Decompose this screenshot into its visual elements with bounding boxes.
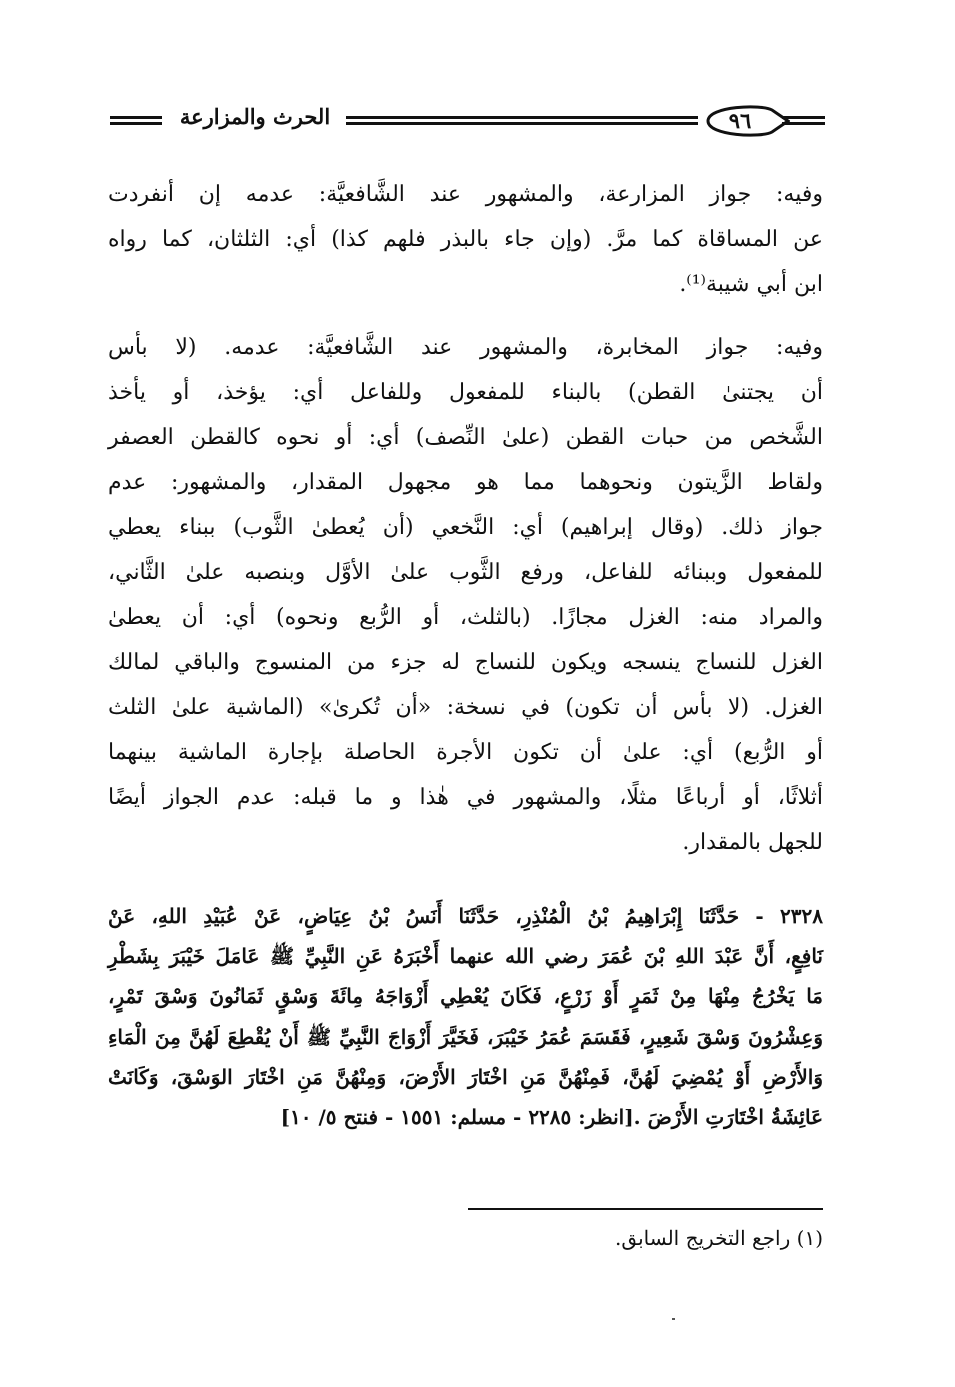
hadith-line: مَا يَخْرُجُ مِنْهَا مِنْ ثَمَرٍ أَوْ زَرْعٍ، فَكَانَ يُعْطِي أَزْوَاجَهُ مِائَةَ وَسْقٍ ثَمَانُونَ وَسْقَ تَمْرٍ، [108,984,823,1009]
text-line: أو الرُّبع) أي: علىٰ أن تكون الأجرة الحاصلة بإجارة الماشية بينهما [108,740,823,765]
text-line: جواز ذلك. (وقال إبراهيم) أي: النَّخعي (أن يُعطىٰ الثَّوب) ببناء يعطي [108,515,823,540]
text-line: للمفعول وببنائه للفاعل، ورفع الثَّوب علىٰ الأوَّل وبنصبه علىٰ الثَّاني، [108,560,823,585]
text-line: الغزل. (لا بأس أن تكون) في نسخة: «أن تُكرىٰ» (الماشية علىٰ الثلث [108,695,823,720]
commentary-paragraph-2 [108,325,823,865]
page-header [110,100,825,144]
text-line: ابن أبي شيبة⁽¹⁾. [679,272,823,297]
scan-speck [672,1318,675,1320]
text-line: للجهل بالمقدار. [682,830,823,855]
text-line: الشَّخص من حبات القطن (علىٰ النِّصف) أي: أو نحوه كالقطن العصفر [108,425,823,450]
page-number: ٩٦ [728,108,752,133]
text-line: والمراد منه: الغزل مجازًا. (بالثلث، أو الرُّبع ونحوه) أي: أن يعطىٰ [108,605,823,630]
header-rule-right [782,116,825,125]
hadith-line: ٢٣٢٨ - حَدَّثَنَا إِبْرَاهِيمُ بْنُ الْمُنْذِرِ، حَدَّثَنَا أَنَسُ بْنُ عِيَاضٍ، عَنْ عُبَيْدِ اللهِ، عَنْ [108,904,823,928]
footnote-divider [468,1208,823,1210]
hadith-line: نَافِعٍ، أَنَّ عَبْدَ اللهِ بْنَ عُمَرَ رضي الله عنهما أَخْبَرَهُ عَنِ النَّبِيِّ ﷺ عَامَلَ خَيْبَرَ بِشَطْرِ [108,944,823,969]
footnote: (١) راجع التخريج السابق. [615,1226,823,1250]
hadith-block [108,896,823,1137]
text-line: وفيه: جواز المخابرة، والمشهور عند الشَّافعيَّة: عدمه. (لا بأس [108,335,823,360]
text-line: وفيه: جواز المزارعة، والمشهور عند الشَّافعيَّة: عدمه إن أنفردت [108,182,823,207]
header-rule-left [110,116,162,125]
commentary-paragraph-1 [108,172,823,307]
header-rule-middle [346,116,698,125]
text-line: أن يجتنىٰ القطن) بالبناء للمفعول وللفاعل أي: يؤخذ، أو يأخذ [108,380,823,405]
hadith-line: وَعِشْرُونَ وَسْقَ شَعِيرٍ، فَقَسَمَ عُمَرُ خَيْبَرَ، فَخَيَّرَ أَزْوَاجَ النَّبِيِّ ﷺ أَنْ يُقْطِعَ لَهُنَّ مِنَ الْمَاءِ [108,1024,823,1049]
page-number-frame [700,100,790,142]
header-title: الحرث والمزارعة [179,104,331,129]
hadith-line: عَائِشَةُ اخْتَارَتِ الأَرْضَ .[انظر: ٢٢٨٥ - مسلم: ١٥٥١ - فنتح ٥/ ١٠] [280,1104,823,1129]
text-line: الغزل للنساج ينسجه ويكون للنساج له جزء من المنسوج والباقي لمالك [108,650,823,675]
text-line: ولقاط الزَّيتون ونحوهما مما هو مجهول المقدار، والمشهور: عدم [108,470,823,495]
hadith-line: وَالأَرْضِ أَوْ يُمْضِيَ لَهُنَّ، فَمِنْهُنَّ مَنِ اخْتَارَ الأَرْضَ، وَمِنْهُنَّ مَنِ اخْتَارَ الوَسْقَ، وَكَانَتْ [108,1064,823,1089]
text-line: أثلاثًا، أو أرباعًا مثلًا، والمشهور في هٰذا و ما قبله: عدم الجواز أيضًا [108,785,823,810]
text-line: عن المساقاة كما مرَّ. (وإن جاء بالبذر فلهم كذا) أي: الثلثان، كما رواه [108,227,823,252]
